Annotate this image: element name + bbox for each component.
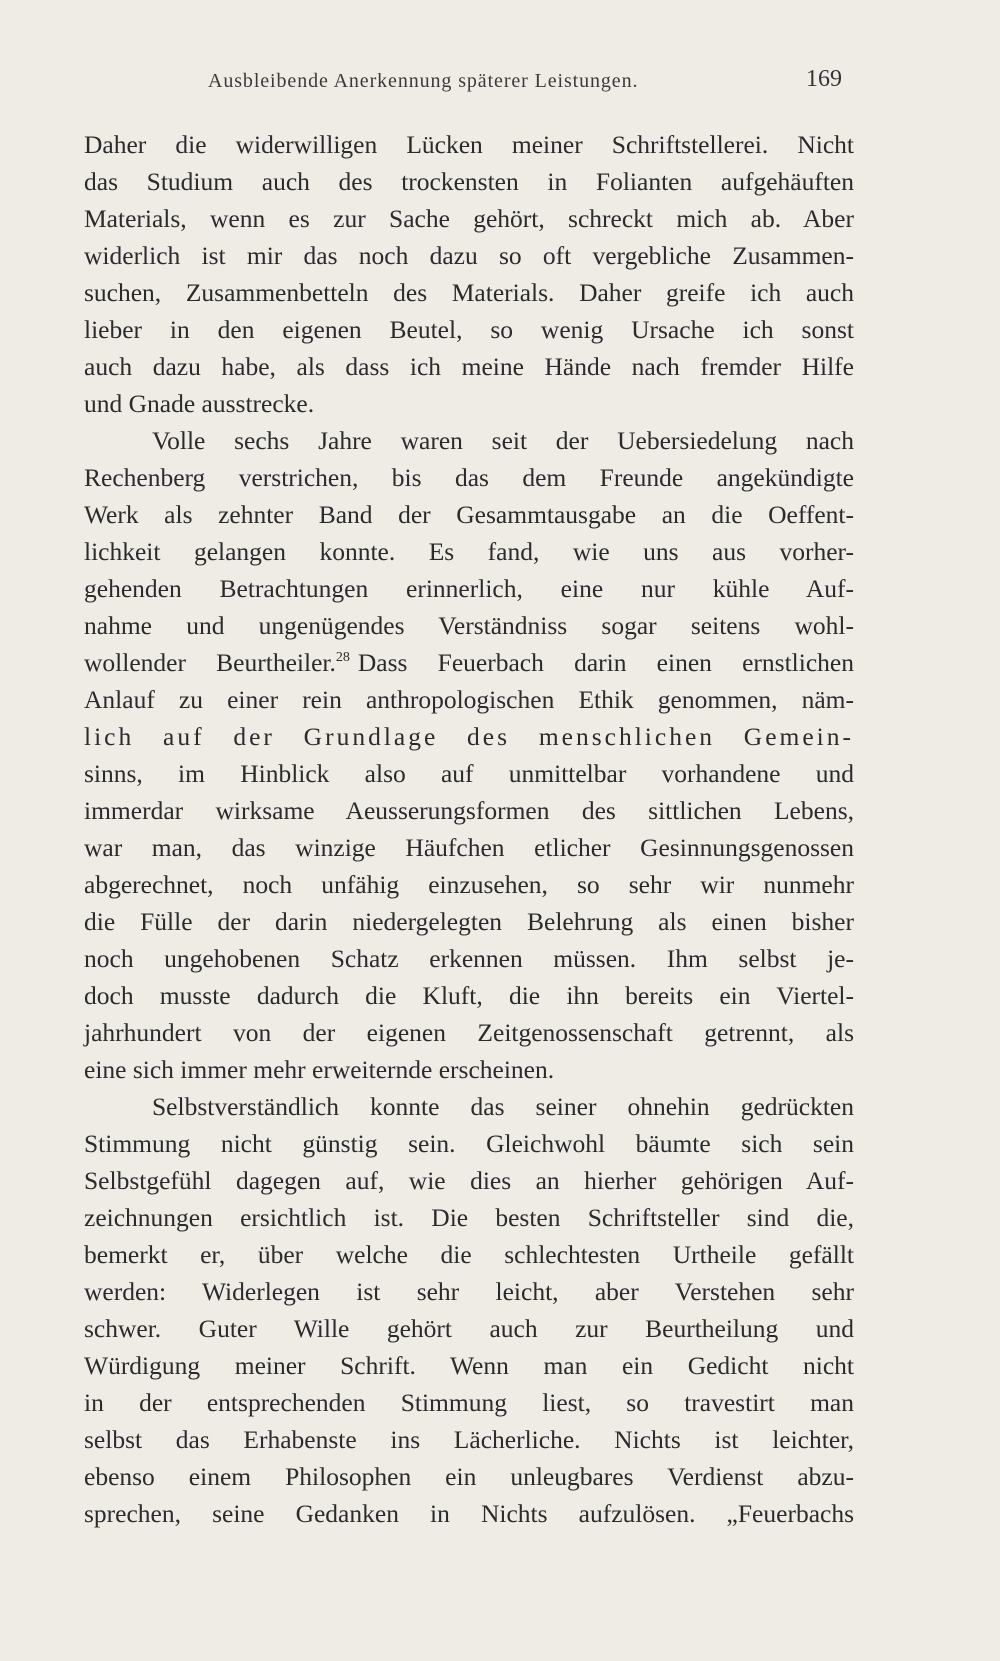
text-line: selbst das Erhabenste ins Lächerliche. Nichts ist leichter,: [84, 1425, 854, 1454]
text-line: schwer. Guter Wille gehört auch zur Beurtheilung und: [84, 1314, 854, 1343]
footnote-marker[interactable]: 28: [335, 650, 350, 665]
text-line: jahrhundert von der eigenen Zeitgenossenschaft getrennt, als: [84, 1018, 854, 1047]
text-line: zeichnungen ersichtlich ist. Die besten Schriftsteller sind die,: [84, 1203, 854, 1232]
text-line: Daher die widerwilligen Lücken meiner Schriftstellerei. Nicht: [84, 130, 854, 159]
text-line: das Studium auch des trockensten in Folianten aufgehäuften: [84, 167, 854, 196]
text-line: auch dazu habe, als dass ich meine Hände nach fremder Hilfe: [84, 352, 854, 381]
text-line: Selbstverständlich konnte das seiner ohnehin gedrückten: [152, 1092, 854, 1121]
body-text: [84, 126, 854, 1532]
running-head: Ausbleibende Anerkennung späterer Leistungen.: [208, 70, 639, 92]
text-line: gehenden Betrachtungen erinnerlich, eine nur kühle Auf-: [84, 574, 854, 603]
text-line: immerdar wirksame Aeusserungsformen des sittlichen Lebens,: [84, 796, 854, 825]
text-line: und Gnade ausstrecke.: [84, 389, 315, 418]
text-line: sprechen, seine Gedanken in Nichts aufzulösen. „Feuerbachs: [84, 1499, 854, 1528]
text-segment: Dass Feuerbach darin einen ernstlichen: [357, 648, 854, 677]
text-line: Materials, wenn es zur Sache gehört, schreckt mich ab. Aber: [84, 204, 854, 233]
text-line: lich auf der Grundlage des menschlichen Gemein-: [84, 722, 854, 751]
text-line: nahme und ungenügendes Verständniss sogar seitens wohl-: [84, 611, 854, 640]
text-line: die Fülle der darin niedergelegten Belehrung als einen bisher: [84, 907, 854, 936]
text-line: lichkeit gelangen konnte. Es fand, wie uns aus vorher-: [84, 537, 854, 566]
text-line: sinns, im Hinblick also auf unmittelbar vorhandene und: [84, 759, 854, 788]
text-line: Würdigung meiner Schrift. Wenn man ein Gedicht nicht: [84, 1351, 854, 1380]
text-line: lieber in den eigenen Beutel, so wenig Ursache ich sonst: [84, 315, 854, 344]
text-line: eine sich immer mehr erweiternde erscheinen.: [84, 1055, 555, 1084]
text-line: war man, das winzige Häufchen etlicher Gesinnungsgenossen: [84, 833, 854, 862]
text-line: Stimmung nicht günstig sein. Gleichwohl bäumte sich sein: [84, 1129, 854, 1158]
page-number: 169: [806, 66, 842, 92]
text-line: Selbstgefühl dagegen auf, wie dies an hierher gehörigen Auf-: [84, 1166, 854, 1195]
text-line: Anlauf zu einer rein anthropologischen Ethik genommen, näm-: [84, 685, 854, 714]
text-line: ebenso einem Philosophen ein unleugbares Verdienst abzu-: [84, 1462, 854, 1491]
text-segment: wollender Beurtheiler.: [84, 648, 336, 677]
text-line: doch musste dadurch die Kluft, die ihn bereits ein Viertel-: [84, 981, 854, 1010]
text-line: suchen, Zusammenbetteln des Materials. Daher greife ich auch: [84, 278, 854, 307]
text-line: werden: Widerlegen ist sehr leicht, aber Verstehen sehr: [84, 1277, 854, 1306]
text-line: bemerkt er, über welche die schlechtesten Urtheile gefällt: [84, 1240, 854, 1269]
text-line: in der entsprechenden Stimmung liest, so travestirt man: [84, 1388, 854, 1417]
text-line: widerlich ist mir das noch dazu so oft vergebliche Zusammen-: [84, 241, 854, 270]
text-line-with-footnote: [84, 644, 854, 681]
text-line: Volle sechs Jahre waren seit der Uebersiedelung nach: [152, 426, 854, 455]
text-line: Werk als zehnter Band der Gesammtausgabe an die Oeffent-: [84, 500, 854, 529]
text-line: abgerechnet, noch unfähig einzusehen, so sehr wir nunmehr: [84, 870, 854, 899]
text-line: noch ungehobenen Schatz erkennen müssen. Ihm selbst je-: [84, 944, 854, 973]
text-line: Rechenberg verstrichen, bis das dem Freunde angekündigte: [84, 463, 854, 492]
